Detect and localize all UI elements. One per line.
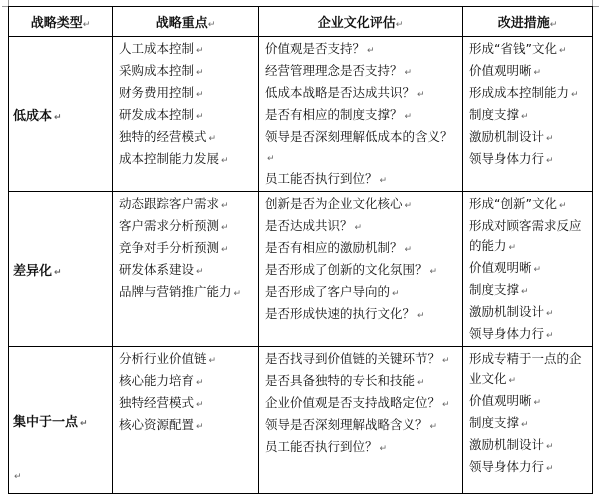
list-item: 客户需求分析预测 ↵: [119, 218, 229, 233]
culture-assessment-cell: [259, 192, 463, 347]
culture-assessment-cell: [259, 347, 463, 494]
list-item: 成本控制能力发展 ↵: [119, 151, 229, 166]
list-item: 价值观明晰 ↵: [469, 260, 542, 275]
list-item: 制度支撑 ↵: [469, 282, 529, 297]
list-item: 价值观明晰 ↵: [469, 393, 542, 408]
strategy-culture-table: [8, 6, 593, 494]
list-item: 价值观明晰 ↵: [469, 63, 542, 78]
list-item: 制度支撑 ↵: [469, 107, 529, 122]
strategy-culture-table-frame: [8, 6, 592, 494]
strategy-focus-cell: [113, 347, 259, 494]
list-item: 激励机制设计 ↵: [469, 437, 554, 452]
culture-assessment-cell: [259, 37, 463, 192]
header-strategy-focus: 战略重点↵: [113, 7, 259, 37]
strategy-type-cell: 集中于一点 ↵: [9, 347, 113, 494]
list-item: 是否形成了创新的文化氛围？ ↵: [265, 262, 438, 277]
strategy-focus-cell: [113, 192, 259, 347]
list-item: 财务费用控制 ↵: [119, 85, 204, 100]
list-item: 领导是否深刻理解战略含义？ ↵: [265, 417, 438, 432]
list-item: 独特经营模式 ↵: [119, 395, 204, 410]
list-item: 品牌与营销推广能力 ↵: [119, 284, 242, 299]
list-item: 人工成本控制 ↵: [119, 41, 204, 56]
list-item: 形成“创新”文化 ↵: [469, 196, 567, 211]
list-item: 是否具备独特的专长和技能 ↵: [265, 373, 425, 388]
list-item: 核心能力培育 ↵: [119, 373, 204, 388]
list-item: 采购成本控制 ↵: [119, 63, 204, 78]
list-item: 领导身体力行 ↵: [469, 151, 554, 166]
header-improvement-measures: 改进措施↵: [463, 7, 593, 37]
list-item: 领导身体力行 ↵: [469, 459, 554, 474]
table-row: [9, 37, 593, 192]
list-item: 竞争对手分析预测 ↵: [119, 240, 229, 255]
header-culture-assessment: 企业文化评估↵: [259, 7, 463, 37]
list-item: 制度支撑 ↵: [469, 415, 529, 430]
list-item: 领导是否深刻理解低成本的含义？↵: [265, 129, 453, 164]
list-item: 独特的经营模式 ↵: [119, 129, 217, 144]
list-item: 价值观是否支持？ ↵: [265, 41, 375, 56]
paragraph-mark: ↵: [14, 472, 22, 482]
strategy-type-cell: 差异化 ↵: [9, 192, 113, 347]
list-item: 形成“省钱”文化 ↵: [469, 41, 567, 56]
list-item: 是否达成共识？ ↵: [265, 218, 363, 233]
list-item: 研发体系建设 ↵: [119, 262, 204, 277]
list-item: 员工能否执行到位？ ↵: [265, 439, 388, 454]
improvement-measures-cell: [463, 347, 593, 494]
list-item: 是否形成快速的执行文化？ ↵: [265, 306, 425, 321]
list-item: 形成专精于一点的企业文化 ↵: [469, 351, 582, 386]
list-item: 创新是否为企业文化核心 ↵: [265, 196, 413, 211]
list-item: 激励机制设计 ↵: [469, 129, 554, 144]
list-item: 激励机制设计 ↵: [469, 304, 554, 319]
table-row: [9, 347, 593, 494]
strategy-focus-cell: [113, 37, 259, 192]
list-item: 动态跟踪客户需求 ↵: [119, 196, 229, 211]
list-item: 研发成本控制 ↵: [119, 107, 204, 122]
list-item: 核心资源配置 ↵: [119, 417, 204, 432]
list-item: 领导身体力行 ↵: [469, 326, 554, 341]
list-item: 企业价值观是否支持战略定位？ ↵: [265, 395, 450, 410]
list-item: 是否有相应的激励机制？ ↵: [265, 240, 413, 255]
list-item: 是否有相应的制度支撑？ ↵: [265, 107, 413, 122]
list-item: 员工能否执行到位？ ↵: [265, 171, 388, 186]
list-item: 形成成本控制能力 ↵: [469, 85, 579, 100]
strategy-type-cell: 低成本 ↵: [9, 37, 113, 192]
table-row: [9, 192, 593, 347]
header-strategy-type: 战略类型↵: [9, 7, 113, 37]
page-corner-mark: [592, 0, 599, 7]
improvement-measures-cell: [463, 192, 593, 347]
list-item: 是否找寻到价值链的关键环节？ ↵: [265, 351, 450, 366]
list-item: 低成本战略是否达成共识？ ↵: [265, 85, 425, 100]
list-item: 形成对顾客需求反应的能力 ↵: [469, 218, 582, 253]
improvement-measures-cell: [463, 37, 593, 192]
table-header-row: [9, 7, 593, 37]
list-item: 经营管理理念是否支持？ ↵: [265, 63, 413, 78]
list-item: 是否形成了客户导向的 ↵: [265, 284, 400, 299]
list-item: 分析行业价值链 ↵: [119, 351, 217, 366]
